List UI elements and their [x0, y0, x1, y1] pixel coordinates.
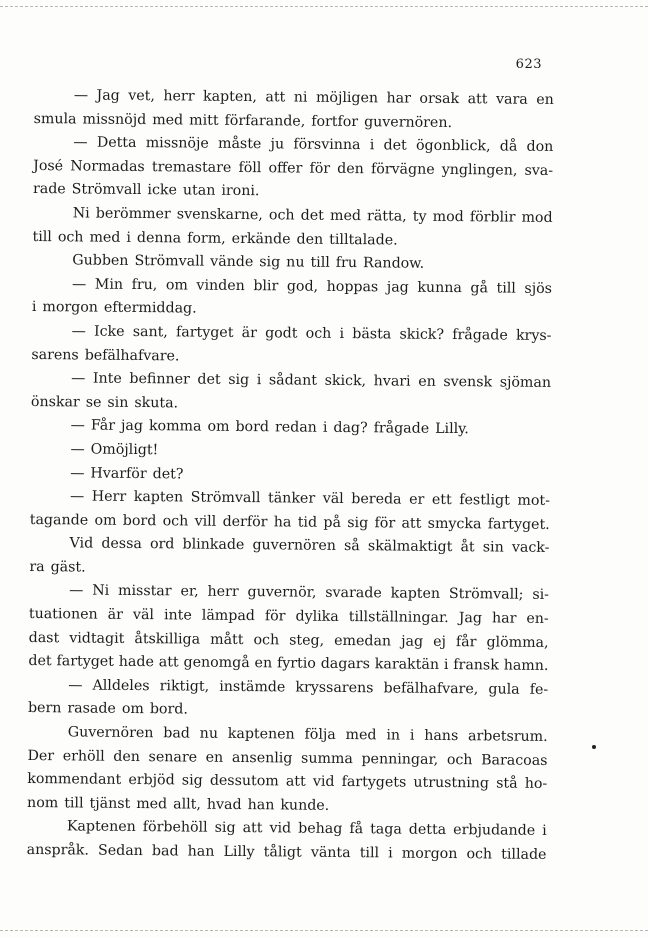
word: er,	[180, 583, 199, 601]
text-line	[29, 532, 549, 561]
word: morgon	[42, 299, 99, 316]
word: bereda	[351, 491, 402, 508]
word: vid	[269, 820, 292, 837]
word: en	[205, 749, 224, 766]
word: väl	[322, 490, 344, 508]
word: offer	[268, 160, 303, 177]
word: herr	[163, 88, 195, 105]
word: karaktän	[374, 656, 440, 674]
word: emedan	[334, 632, 392, 650]
word: detta	[408, 822, 447, 839]
word: Guvernören	[67, 724, 154, 742]
word: Min	[94, 276, 124, 293]
word: Vid	[69, 535, 94, 552]
word: —	[72, 276, 87, 293]
scan-edge-top	[0, 6, 648, 7]
word: vid	[312, 773, 335, 791]
word: —	[73, 87, 89, 104]
word: han	[187, 843, 215, 860]
word: på	[323, 514, 342, 531]
word: derför	[222, 513, 268, 530]
word: till	[496, 280, 516, 297]
word: sant,	[132, 323, 168, 341]
word: allt,	[173, 796, 202, 813]
word: så	[343, 538, 360, 555]
word: se	[85, 394, 102, 411]
word: Jag	[96, 87, 120, 104]
word: Lilly.	[435, 421, 469, 438]
word: skick,	[324, 372, 367, 390]
word: bästa	[352, 326, 392, 343]
word: —	[71, 323, 86, 340]
word: att	[242, 820, 263, 837]
word: rätta,	[367, 208, 407, 225]
word: kapten	[390, 585, 441, 603]
word: hvad	[206, 796, 242, 813]
word: sin	[482, 539, 504, 556]
word: ju	[270, 136, 285, 153]
word: föll	[238, 159, 262, 176]
word: till	[64, 795, 84, 812]
word: i	[322, 420, 328, 437]
word: i	[409, 727, 415, 744]
word: förvägne	[370, 161, 435, 178]
word: —	[73, 134, 88, 151]
word: tåligt	[263, 844, 302, 861]
word: och	[162, 512, 189, 530]
word: fartyget.	[487, 516, 550, 533]
word: icke	[147, 182, 178, 199]
word: guvernör,	[247, 584, 317, 602]
word: Ni	[72, 205, 90, 222]
word: med	[345, 727, 377, 744]
word: frågade	[452, 326, 508, 344]
word: och	[57, 228, 84, 246]
word: anspråk.	[26, 841, 90, 859]
word: riktigt,	[159, 678, 210, 695]
word: bad	[163, 725, 190, 742]
word: i	[443, 657, 449, 674]
word: ynglingen,	[441, 161, 518, 179]
word: form,	[187, 230, 226, 247]
word: hade	[118, 654, 154, 671]
word: kryssarens	[295, 679, 374, 697]
word: tjänst	[89, 795, 131, 812]
word: sig	[228, 372, 250, 389]
word: gå	[470, 279, 489, 297]
word: är	[107, 606, 124, 623]
word: dag?	[333, 420, 368, 437]
word: svenskarne,	[176, 206, 263, 224]
word: och	[253, 631, 280, 649]
word: i	[31, 299, 37, 316]
word: måste	[217, 135, 262, 153]
word: rade	[32, 181, 66, 198]
word: vidtagit	[69, 630, 125, 647]
word: försvinna	[293, 136, 361, 154]
word: eftermiddag.	[103, 300, 197, 317]
word: Gubben	[72, 252, 129, 270]
ink-speck	[592, 745, 596, 749]
word: jag	[401, 633, 424, 650]
word: Baracoas	[481, 751, 548, 769]
word: Strömvall	[71, 181, 142, 199]
word: befälhafvare,	[383, 680, 479, 698]
word: erbjöd	[128, 772, 175, 789]
word: kommendant	[27, 771, 122, 789]
word: Kaptenen	[66, 818, 136, 836]
word: det	[28, 653, 52, 670]
word: Strömvall	[190, 489, 261, 507]
word: er	[409, 491, 425, 508]
word: inte	[163, 607, 192, 624]
word: hoppas	[326, 278, 379, 296]
word: med	[136, 795, 168, 813]
word: är	[241, 324, 257, 342]
word: bad	[151, 843, 179, 860]
word: erbjudande	[453, 822, 536, 840]
word: kapten	[133, 489, 184, 506]
word: denna	[136, 229, 182, 246]
word: han	[247, 796, 275, 814]
word: lämpad	[201, 607, 255, 625]
word: möjligen	[315, 89, 379, 107]
word: får	[455, 633, 477, 650]
word: krys-	[515, 327, 552, 344]
word: ho-	[524, 775, 548, 793]
word: ra	[29, 558, 45, 575]
word: —	[71, 370, 86, 387]
word: genomgå	[183, 654, 250, 672]
word: ha	[273, 514, 292, 531]
word: vinden	[196, 277, 245, 294]
word: utan	[182, 182, 216, 200]
word: missnöje	[145, 135, 209, 152]
word: kapten,	[202, 88, 258, 106]
word: fartyget	[56, 653, 115, 671]
word: god,	[286, 278, 319, 295]
word: och	[466, 846, 493, 863]
word: komma	[148, 418, 202, 435]
word: don	[526, 138, 554, 156]
word: ett	[431, 491, 452, 509]
word: Lilly	[223, 843, 255, 861]
word: godt	[265, 325, 298, 342]
word: ord	[149, 536, 175, 553]
word: Strömvall	[134, 253, 205, 270]
word: blir	[253, 277, 279, 295]
word: den	[337, 160, 364, 177]
word: redan	[274, 419, 317, 437]
word: om	[207, 418, 230, 436]
word: senare	[148, 748, 198, 766]
word: —	[68, 677, 83, 694]
word: sig	[347, 514, 369, 531]
word: att	[467, 91, 488, 108]
word: dessa	[101, 535, 142, 553]
word: för	[309, 160, 331, 177]
word: tilltalade.	[329, 231, 398, 249]
word: sjöman	[499, 374, 552, 392]
word: Ni	[92, 583, 110, 600]
word: fyrtio	[276, 655, 316, 672]
word: följa	[304, 726, 336, 743]
word: sig	[181, 772, 203, 789]
word: Alldeles	[92, 677, 150, 694]
word: i	[388, 845, 393, 862]
word: en	[254, 655, 273, 672]
word: smycka	[427, 515, 482, 533]
word: Herr	[91, 488, 127, 505]
word: sådant	[268, 372, 318, 389]
word: sjös	[524, 280, 553, 297]
word: det?	[152, 465, 184, 482]
word: en	[418, 373, 436, 390]
word: utrustning	[413, 774, 490, 792]
word: rasade	[67, 700, 116, 718]
word: har	[491, 610, 517, 627]
word: förblir	[469, 209, 516, 226]
word: Detta	[96, 134, 137, 152]
word: skuta.	[134, 394, 179, 412]
word: vet,	[128, 87, 156, 105]
word: hvari	[373, 373, 411, 390]
word: att	[158, 654, 179, 671]
word: —	[70, 464, 85, 482]
word: dast	[28, 629, 60, 646]
word: i	[542, 823, 547, 840]
word: sin	[107, 394, 129, 411]
word: fartygets	[341, 774, 407, 791]
word: —	[70, 417, 85, 434]
word: förfarande,	[224, 112, 306, 130]
word: till	[310, 254, 330, 272]
word: Icke	[93, 323, 125, 340]
word: ni	[293, 89, 308, 106]
word: Sedan	[97, 842, 143, 860]
word: taga	[370, 821, 402, 838]
word: att	[285, 773, 306, 790]
word: med	[329, 207, 362, 225]
word: vänta	[310, 844, 351, 862]
word: nu	[199, 725, 219, 742]
word: tid	[297, 514, 318, 531]
word: nom	[27, 794, 59, 812]
word: fru,	[131, 276, 158, 293]
word: en-	[526, 610, 549, 628]
word: svensk	[443, 374, 493, 391]
word: penningar,	[361, 750, 439, 768]
word: skälmaktigt	[367, 538, 453, 556]
word: kaptenen	[227, 725, 295, 743]
word: dessutom	[209, 772, 279, 790]
word: kunna	[417, 279, 462, 296]
word: sig	[259, 254, 281, 271]
word: åtskilliga	[134, 630, 201, 648]
word: att	[401, 515, 422, 532]
word: vara	[495, 91, 528, 108]
word: i	[126, 229, 132, 246]
word: frågade	[373, 420, 430, 438]
word: gäst.	[50, 559, 86, 576]
word: orsak	[419, 90, 460, 108]
word: vände	[210, 253, 254, 271]
word: fartyget	[175, 324, 234, 341]
word: att	[265, 89, 286, 106]
word: befinner	[129, 371, 190, 388]
word: morgon	[401, 845, 458, 863]
word: den	[113, 748, 141, 765]
word: —	[70, 441, 85, 458]
word: bord.	[149, 701, 188, 718]
word: åt	[460, 539, 475, 556]
word: om	[165, 277, 188, 294]
word: om	[121, 701, 144, 718]
word: mot-	[517, 492, 550, 510]
word: mod	[432, 208, 464, 226]
word: och	[305, 325, 332, 342]
word: tagande	[29, 511, 89, 529]
word: hamn.	[503, 657, 549, 675]
word: vack-	[511, 539, 550, 557]
word: festligt	[459, 492, 510, 509]
word: och	[446, 751, 473, 768]
word: arbetsrum.	[468, 728, 548, 745]
word: ironi.	[221, 183, 260, 200]
word: Normadas	[70, 158, 145, 175]
word: sarens	[31, 346, 79, 363]
word: mod	[521, 209, 553, 226]
word: till	[359, 845, 380, 862]
word: misstar	[118, 583, 172, 600]
word: till	[32, 228, 52, 245]
word: blinkade	[182, 536, 245, 554]
word: mått	[210, 631, 244, 648]
word: i	[369, 137, 375, 154]
word: dagars	[320, 656, 370, 673]
word: för	[264, 608, 286, 625]
word: Randow.	[362, 255, 425, 272]
word: steg,	[289, 632, 325, 649]
word: jag	[386, 279, 409, 296]
word: Hvarför	[90, 465, 147, 482]
word: vill	[194, 513, 217, 530]
word: missnöjd	[82, 111, 147, 128]
word: dylika	[295, 608, 339, 626]
word: herr	[207, 584, 239, 601]
word: kunde.	[280, 797, 330, 814]
word: en	[536, 91, 554, 108]
text-line	[28, 721, 548, 750]
body-text	[27, 84, 554, 868]
word: behag	[298, 820, 343, 838]
word: fe-	[529, 681, 549, 698]
word: smula	[33, 110, 77, 128]
word: det	[383, 137, 407, 154]
word: tillade	[501, 846, 547, 863]
word: befälhafvare.	[84, 347, 180, 364]
word: sva-	[524, 162, 554, 179]
word: José	[33, 157, 64, 175]
word: med	[152, 111, 184, 129]
word: bord	[235, 419, 270, 436]
word: fransk	[453, 657, 499, 674]
word: tänker	[267, 490, 316, 507]
word: ögonblick,	[415, 137, 491, 155]
word: i	[256, 372, 262, 389]
word: Inte	[92, 370, 122, 387]
word: med	[89, 229, 121, 246]
word: nu	[286, 254, 305, 271]
word: förbehöll	[142, 819, 208, 837]
word: tuationen	[28, 606, 98, 623]
word: —	[69, 488, 85, 505]
word: tremastare	[151, 158, 232, 176]
word: Jag	[458, 610, 483, 627]
word: Omöjligt!	[90, 441, 159, 459]
scan-edge-bottom	[0, 930, 648, 931]
word: väl	[132, 607, 155, 624]
word: har	[386, 90, 412, 107]
word: in	[386, 727, 401, 744]
word: fru	[335, 255, 358, 272]
word: ej	[433, 633, 447, 650]
word: Der	[27, 747, 55, 764]
word: det	[300, 207, 324, 224]
word: si-	[532, 587, 550, 604]
word: instämde	[219, 678, 286, 696]
word: gula	[488, 681, 520, 698]
word: berömmer	[95, 205, 171, 223]
word: summa	[301, 750, 353, 767]
word: bord	[122, 512, 157, 529]
word: få	[349, 821, 364, 838]
word: glömma,	[486, 634, 549, 651]
word: ansenlig	[231, 749, 293, 767]
word: mitt	[189, 112, 219, 129]
word: för	[374, 514, 396, 532]
word: i	[339, 325, 345, 342]
word: —	[69, 582, 84, 599]
word: hans	[424, 727, 459, 745]
word: stå	[496, 775, 518, 792]
word: och	[268, 207, 295, 224]
word: då	[499, 138, 518, 155]
word: erkände	[231, 230, 291, 248]
word: fortfor	[311, 113, 359, 130]
page-number: 623	[515, 57, 542, 72]
word: guvernören	[252, 537, 336, 555]
word: Strömvall;	[448, 586, 524, 604]
word: sig	[214, 820, 236, 837]
text-line	[27, 839, 547, 868]
word: Får	[90, 417, 116, 435]
word: erhöll	[62, 747, 105, 765]
word: tillställningar.	[348, 609, 449, 627]
word: guvernören.	[364, 113, 453, 131]
word: jag	[120, 418, 144, 435]
word: den	[296, 231, 324, 248]
word: ty	[412, 208, 427, 225]
word: om	[94, 512, 117, 529]
word: önskar	[30, 393, 80, 411]
word: svarade	[325, 585, 382, 602]
word: bern	[27, 700, 62, 717]
word: skick?	[399, 326, 445, 343]
word: det	[197, 371, 221, 388]
